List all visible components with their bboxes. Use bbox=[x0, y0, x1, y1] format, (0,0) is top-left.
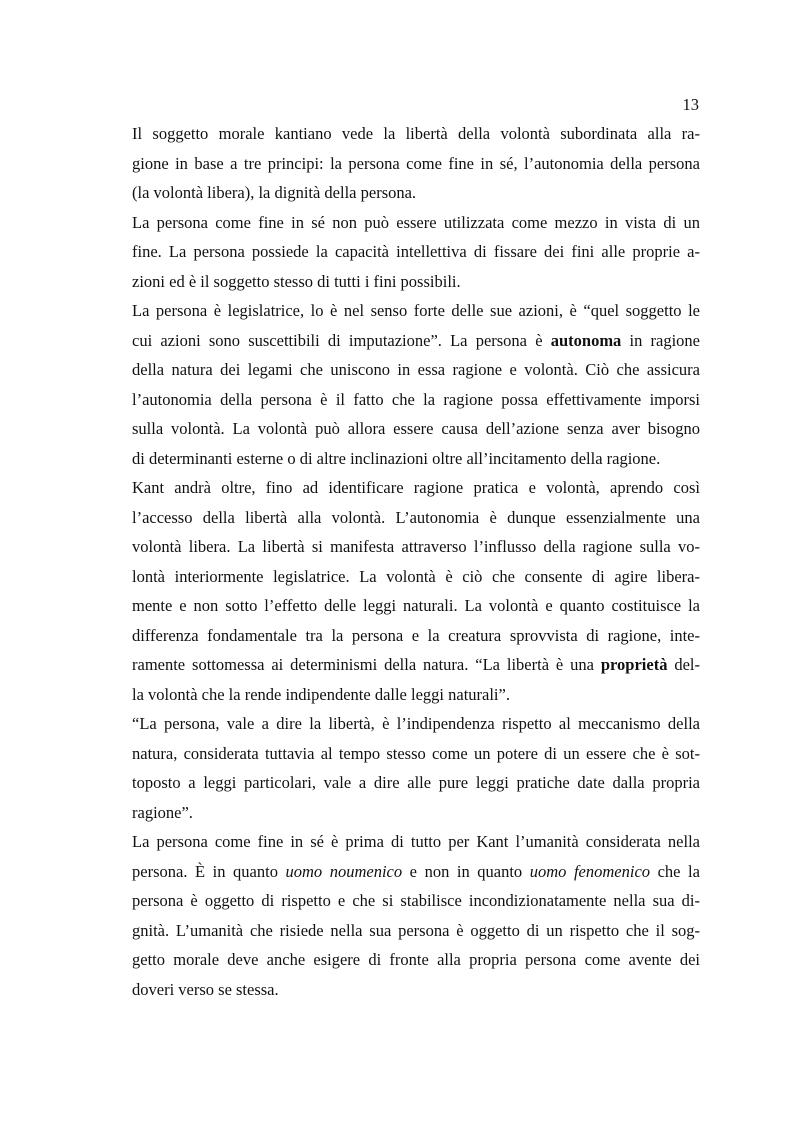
text-line: La persona è legislatrice, lo è nel senso forte delle sue azioni, è “quel soggetto le bbox=[132, 301, 700, 321]
text-line: gnità. L’umanità che risiede nella sua persona è oggetto di un rispetto che il sog- bbox=[132, 920, 700, 940]
emphasis-uomo-noumenico: uomo noumenico bbox=[285, 861, 403, 881]
text-line: Il soggetto morale kantiano vede la libertà della volontà subordinata alla ra- bbox=[132, 124, 700, 143]
text-line: (la volontà libera), la dignità della persona. bbox=[132, 183, 417, 203]
text-line: Kant andrà oltre, fino ad identificare ragione pratica e volontà, aprendo così bbox=[132, 478, 700, 498]
text-line: zioni ed è il soggetto stesso di tutti i fini possibili. bbox=[132, 271, 461, 291]
text-line: lontà interiormente legislatrice. La volontà è ciò che consente di agire libera- bbox=[132, 566, 700, 586]
text-line: l’accesso della libertà alla volontà. L’autonomia è dunque essenzialmente una bbox=[132, 507, 700, 527]
text-run: ramente sottomessa ai determinismi della natura. “La libertà è una bbox=[132, 655, 601, 675]
text-run: persona. È in quanto bbox=[132, 861, 286, 881]
text-line: la volontà che la rende indipendente dalle leggi naturali”. bbox=[132, 684, 510, 704]
emphasis-autonoma: autonoma bbox=[550, 330, 622, 350]
emphasis-uomo-fenomenico: uomo fenomenico bbox=[529, 861, 651, 881]
text-line: sulla volontà. La volontà può allora essere causa dell’azione senza aver bisogno bbox=[132, 419, 700, 439]
text-line: natura, considerata tuttavia al tempo stesso come un potere di un essere che è sot- bbox=[132, 743, 700, 763]
text-run: del- bbox=[667, 655, 700, 675]
text-line: toposto a leggi particolari, vale a dire alle pure leggi pratiche date dalla propria bbox=[132, 773, 700, 793]
text-line bbox=[132, 326, 700, 356]
text-line: persona è oggetto di rispetto e che si stabilisce incondizionatamente nella sua di- bbox=[132, 891, 700, 911]
text-run: e non in quanto bbox=[402, 861, 530, 881]
text-line bbox=[132, 857, 700, 887]
text-run: in ragione bbox=[621, 330, 700, 350]
text-line: doveri verso se stessa. bbox=[132, 979, 279, 999]
text-line: “La persona, vale a dire la libertà, è l’indipendenza rispetto al meccanismo della bbox=[132, 714, 700, 734]
text-line: volontà libera. La libertà si manifesta attraverso l’influsso della ragione sulla vo- bbox=[132, 537, 700, 557]
text-line: ragione”. bbox=[132, 802, 193, 822]
text-line: mente e non sotto l’effetto delle leggi naturali. La volontà e quanto costituisce la bbox=[132, 596, 700, 616]
page-number: 13 bbox=[682, 95, 699, 114]
emphasis-proprieta: proprietà bbox=[600, 655, 668, 675]
text-line: l’autonomia della persona è il fatto che la ragione possa effettivamente imporsi bbox=[132, 389, 700, 409]
text-run: che la bbox=[650, 861, 700, 881]
text-line bbox=[132, 650, 700, 680]
text-line: differenza fondamentale tra la persona e la creatura sprovvista di ragione, inte- bbox=[132, 625, 700, 645]
body-text bbox=[132, 119, 700, 1004]
text-line: La persona come fine in sé non può essere utilizzata come mezzo in vista di un bbox=[132, 212, 700, 232]
text-line: getto morale deve anche esigere di fronte alla propria persona come avente dei bbox=[132, 950, 700, 970]
text-line: La persona come fine in sé è prima di tutto per Kant l’umanità considerata nella bbox=[132, 832, 700, 852]
text-line: gione in base a tre principi: la persona come fine in sé, l’autonomia della persona bbox=[132, 153, 700, 173]
text-run: cui azioni sono suscettibili di imputazione”. La persona è bbox=[132, 330, 551, 350]
text-line: della natura dei legami che uniscono in essa ragione e volontà. Ciò che assicura bbox=[132, 360, 700, 380]
text-line: di determinanti esterne o di altre inclinazioni oltre all’incitamento della ragione. bbox=[132, 448, 661, 468]
text-line: fine. La persona possiede la capacità intellettiva di fissare dei fini alle proprie a- bbox=[132, 242, 700, 262]
